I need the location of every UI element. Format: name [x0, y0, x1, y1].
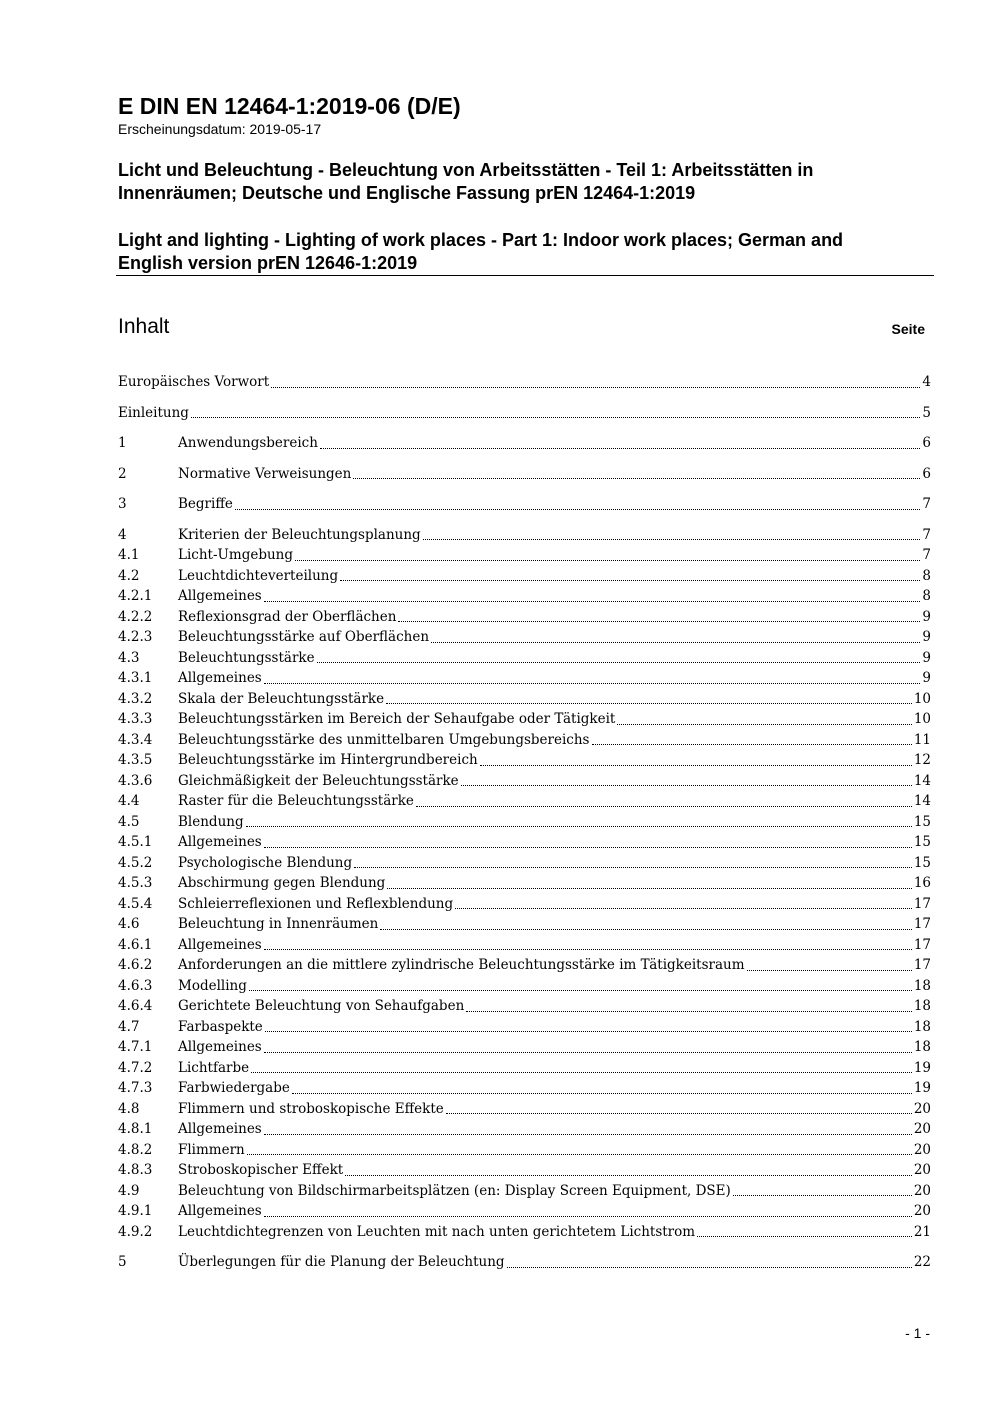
toc-entry-title: Lichtfarbe	[178, 1059, 250, 1076]
toc-entry[interactable]	[118, 648, 931, 669]
toc-dot-leader	[353, 478, 920, 479]
toc-entry[interactable]	[118, 832, 931, 853]
toc-entry-page: 8	[922, 567, 931, 584]
toc-entry[interactable]	[118, 853, 931, 874]
toc-entry-title: Gleichmäßigkeit der Beleuchtungsstärke	[178, 772, 459, 789]
toc-entry-page: 17	[913, 957, 931, 973]
toc-entry-page: 14	[913, 772, 931, 789]
toc-entry-page: 20	[913, 1162, 931, 1178]
toc-entry-page: 16	[913, 875, 931, 891]
toc-entry-title: Europäisches Vorwort	[118, 374, 270, 390]
header-divider	[116, 275, 934, 276]
toc-entry-page: 18	[913, 998, 931, 1014]
toc-entry-number: 4.2.1	[118, 588, 153, 604]
toc-dot-leader	[697, 1236, 912, 1237]
toc-entry-title: Gerichtete Beleuchtung von Sehaufgaben	[178, 998, 465, 1014]
toc-entry-title: Beleuchtung von Bildschirmarbeitsplätzen (en: Display Screen Equipment, DSE)	[178, 1182, 731, 1199]
toc-entry[interactable]	[118, 1099, 931, 1120]
toc-entry[interactable]	[118, 1058, 931, 1079]
toc-entry-title: Flimmern	[178, 1141, 245, 1158]
toc-entry[interactable]	[118, 976, 931, 997]
toc-entry-number: 4.5.1	[118, 834, 153, 850]
toc-dot-leader	[461, 785, 912, 786]
toc-entry-title: Licht-Umgebung	[178, 547, 294, 563]
toc-entry-title: Stroboskopischer Effekt	[178, 1162, 344, 1178]
toc-page-label: Seite	[891, 321, 925, 337]
table-of-contents	[118, 372, 931, 1273]
toc-entry-title: Abschirmung gegen Blendung	[178, 875, 386, 891]
toc-entry-page: 7	[922, 547, 931, 563]
toc-dot-leader	[264, 1216, 912, 1217]
toc-entry-page: 20	[913, 1141, 931, 1158]
toc-entry-title: Farbwiedergabe	[178, 1080, 290, 1096]
toc-entry-page: 20	[913, 1182, 931, 1199]
toc-entry-title: Beleuchtungsstärke des unmittelbaren Umgebungsbereichs	[178, 731, 590, 748]
toc-entry[interactable]	[118, 627, 931, 648]
toc-entry-title: Beleuchtungsstärke im Hintergrundbereich	[178, 752, 478, 768]
toc-entry-title: Skala der Beleuchtungsstärke	[178, 690, 385, 707]
toc-entry[interactable]	[118, 1201, 931, 1222]
toc-entry-title: Allgemeines	[178, 834, 262, 850]
toc-entry-number: 4.3.5	[118, 752, 153, 768]
title-german-line-2: Innenräumen; Deutsche und Englische Fassung prEN 12464-1:2019	[118, 183, 696, 203]
toc-entry-page: 19	[913, 1059, 931, 1076]
toc-entry-page: 9	[922, 629, 931, 645]
toc-dot-leader	[264, 847, 912, 848]
toc-dot-leader	[466, 1011, 912, 1012]
toc-entry[interactable]	[118, 566, 931, 587]
title-german	[118, 159, 933, 205]
toc-entry-number: 4.7.1	[118, 1039, 153, 1055]
toc-entry[interactable]	[118, 1078, 931, 1099]
toc-entry-page: 9	[922, 649, 931, 666]
toc-entry[interactable]	[118, 1140, 931, 1161]
toc-entry-page: 17	[913, 936, 931, 953]
toc-entry-number: 4.5	[118, 813, 140, 830]
toc-entry-page: 9	[922, 608, 931, 625]
toc-dot-leader	[398, 621, 920, 622]
toc-entry-page: 12	[913, 752, 931, 768]
toc-entry-page: 22	[913, 1254, 931, 1270]
toc-entry[interactable]	[118, 709, 931, 730]
toc-entry-number: 4.9.2	[118, 1223, 153, 1240]
toc-entry-title: Raster für die Beleuchtungsstärke	[178, 793, 414, 809]
toc-entry-number: 4.7.2	[118, 1059, 153, 1076]
toc-entry-page: 17	[913, 916, 931, 932]
toc-entry-title: Leuchtdichteverteilung	[178, 567, 339, 584]
toc-entry-title: Blendung	[178, 813, 244, 830]
toc-entry-number: 3	[118, 496, 127, 512]
toc-entry-title: Modelling	[178, 977, 247, 994]
toc-dot-leader	[235, 509, 921, 510]
toc-entry-page: 18	[913, 1039, 931, 1055]
toc-entry-title: Normative Verweisungen	[178, 465, 352, 482]
toc-entry[interactable]	[118, 403, 931, 424]
toc-dot-leader	[431, 642, 920, 643]
toc-entry[interactable]	[118, 668, 931, 689]
toc-entry-number: 4.2	[118, 567, 140, 584]
toc-entry-number: 4.3.6	[118, 772, 153, 789]
toc-entry-page: 15	[913, 813, 931, 830]
toc-entry-title: Leuchtdichtegrenzen von Leuchten mit nach unten gerichtetem Lichtstrom	[178, 1223, 696, 1240]
toc-entry[interactable]	[118, 996, 931, 1017]
toc-dot-leader	[455, 908, 912, 909]
toc-entry[interactable]	[118, 1222, 931, 1243]
toc-entry-number: 4.1	[118, 547, 140, 563]
toc-entry-number: 4.3.2	[118, 690, 153, 707]
toc-entry-title: Anwendungsbereich	[178, 435, 318, 451]
toc-entry[interactable]	[118, 372, 931, 393]
toc-entry-page: 9	[922, 670, 931, 686]
toc-entry-title: Allgemeines	[178, 1121, 262, 1137]
toc-entry-page: 7	[922, 526, 931, 543]
toc-entry[interactable]	[118, 494, 931, 515]
toc-entry[interactable]	[118, 586, 931, 607]
toc-entry-page: 19	[913, 1080, 931, 1096]
document-id: E DIN EN 12464-1:2019-06 (D/E)	[118, 93, 461, 119]
toc-entry-page: 6	[922, 465, 931, 482]
toc-entry-title: Allgemeines	[178, 1039, 262, 1055]
toc-entry-number: 4.5.4	[118, 895, 153, 912]
page-number: - 1 -	[905, 1325, 930, 1341]
toc-entry-title: Überlegungen für die Planung der Beleuchtung	[178, 1254, 505, 1270]
toc-entry[interactable]	[118, 935, 931, 956]
toc-entry-number: 4.3.3	[118, 711, 153, 727]
toc-entry-page: 18	[913, 977, 931, 994]
toc-entry-page: 10	[913, 690, 931, 707]
toc-entry[interactable]	[118, 771, 931, 792]
toc-entry-page: 5	[922, 404, 931, 421]
toc-entry-number: 5	[118, 1254, 127, 1270]
toc-heading: Inhalt	[118, 315, 170, 338]
toc-entry-page: 11	[913, 731, 931, 748]
toc-dot-leader	[446, 1113, 912, 1114]
toc-entry[interactable]	[118, 1017, 931, 1038]
toc-dot-leader	[264, 1134, 912, 1135]
toc-dot-leader	[320, 448, 920, 449]
toc-entry-title: Psychologische Blendung	[178, 854, 353, 871]
toc-entry-title: Beleuchtungsstärke auf Oberflächen	[178, 629, 430, 645]
toc-dot-leader	[380, 929, 912, 930]
toc-entry[interactable]	[118, 1252, 931, 1273]
toc-entry-number: 4	[118, 526, 127, 543]
toc-entry-page: 15	[913, 834, 931, 850]
toc-dot-leader	[592, 744, 912, 745]
toc-entry-page: 21	[913, 1223, 931, 1240]
toc-entry[interactable]	[118, 730, 931, 751]
document-header	[118, 92, 933, 138]
toc-entry-page: 6	[922, 435, 931, 451]
toc-entry-number: 4.3.1	[118, 670, 153, 686]
toc-entry-page: 14	[913, 793, 931, 809]
toc-dot-leader	[264, 1052, 912, 1053]
toc-entry-page: 4	[922, 374, 931, 390]
toc-entry-page: 10	[913, 711, 931, 727]
toc-dot-leader	[317, 662, 921, 663]
toc-dot-leader	[354, 867, 912, 868]
toc-dot-leader	[733, 1195, 912, 1196]
toc-entry-number: 4.6.4	[118, 998, 153, 1014]
title-english-line-1: Light and lighting - Lighting of work places - Part 1: Indoor work places; German and	[118, 230, 844, 250]
toc-entry-title: Schleierreflexionen und Reflexblendung	[178, 895, 454, 912]
toc-entry-page: 15	[913, 854, 931, 871]
toc-entry[interactable]	[118, 1160, 931, 1181]
toc-entry-number: 4.2.3	[118, 629, 153, 645]
toc-entry-title: Beleuchtungsstärken im Bereich der Sehaufgabe oder Tätigkeit	[178, 711, 616, 727]
toc-dot-leader	[387, 888, 912, 889]
toc-entry-title: Farbaspekte	[178, 1018, 263, 1035]
toc-entry[interactable]	[118, 433, 931, 454]
toc-entry[interactable]	[118, 464, 931, 485]
toc-entry-title: Allgemeines	[178, 936, 262, 953]
toc-entry-title: Allgemeines	[178, 588, 262, 604]
toc-entry-number: 4.5.2	[118, 854, 153, 871]
toc-entry[interactable]	[118, 894, 931, 915]
toc-entry-number: 4.6.3	[118, 977, 153, 994]
toc-entry[interactable]	[118, 545, 931, 566]
toc-dot-leader	[295, 560, 920, 561]
toc-entry-number: 4.3.4	[118, 731, 153, 748]
toc-entry-title: Beleuchtungsstärke	[178, 649, 315, 666]
toc-entry[interactable]	[118, 1037, 931, 1058]
toc-entry-title: Einleitung	[118, 404, 189, 421]
toc-entry-number: 4.6.1	[118, 936, 153, 953]
toc-entry-number: 4.8.2	[118, 1141, 153, 1158]
toc-entry-page: 17	[913, 895, 931, 912]
toc-dot-leader	[264, 683, 921, 684]
toc-entry-page: 8	[922, 588, 931, 604]
toc-entry-number: 4.8.1	[118, 1121, 153, 1137]
toc-entry-number: 4.9	[118, 1182, 140, 1199]
toc-dot-leader	[340, 580, 920, 581]
toc-dot-leader	[271, 387, 920, 388]
toc-entry-number: 2	[118, 465, 127, 482]
toc-entry-title: Beleuchtung in Innenräumen	[178, 916, 379, 932]
toc-dot-leader	[507, 1267, 912, 1268]
toc-entry-number: 4.6.2	[118, 957, 153, 973]
toc-dot-leader	[264, 949, 912, 950]
toc-entry-number: 4.6	[118, 916, 140, 932]
toc-dot-leader	[264, 601, 921, 602]
toc-entry-number: 4.9.1	[118, 1203, 153, 1219]
toc-entry-page: 20	[913, 1121, 931, 1137]
toc-entry-number: 4.2.2	[118, 608, 153, 625]
toc-dot-leader	[617, 724, 911, 725]
toc-dot-leader	[249, 990, 912, 991]
toc-dot-leader	[292, 1093, 912, 1094]
toc-entry[interactable]	[118, 873, 931, 894]
toc-dot-leader	[265, 1031, 912, 1032]
toc-entry-title: Flimmern und stroboskopische Effekte	[178, 1100, 444, 1117]
toc-entry-title: Allgemeines	[178, 1203, 262, 1219]
toc-entry[interactable]	[118, 607, 931, 628]
toc-dot-leader	[251, 1072, 912, 1073]
toc-entry[interactable]	[118, 791, 931, 812]
toc-dot-leader	[423, 539, 921, 540]
toc-entry-title: Begriffe	[178, 496, 233, 512]
toc-entry[interactable]	[118, 689, 931, 710]
toc-entry-number: 4.4	[118, 793, 140, 809]
toc-dot-leader	[747, 970, 912, 971]
publication-date: Erscheinungsdatum: 2019-05-17	[118, 121, 322, 137]
toc-dot-leader	[247, 1154, 912, 1155]
toc-entry-page: 7	[922, 496, 931, 512]
toc-entry-page: 20	[913, 1100, 931, 1117]
title-german-line-1: Licht und Beleuchtung - Beleuchtung von Arbeitsstätten - Teil 1: Arbeitsstätten in	[118, 160, 814, 180]
toc-entry-title: Anforderungen an die mittlere zylindrische Beleuchtungsstärke im Tätigkeitsraum	[178, 957, 745, 973]
toc-entry[interactable]	[118, 812, 931, 833]
title-english-line-2: English version prEN 12646-1:2019	[118, 253, 418, 273]
toc-entry[interactable]	[118, 1119, 931, 1140]
toc-entry[interactable]	[118, 955, 931, 976]
toc-dot-leader	[416, 806, 912, 807]
title-english	[118, 229, 933, 275]
toc-entry[interactable]	[118, 914, 931, 935]
toc-dot-leader	[191, 417, 920, 418]
toc-entry-page: 20	[913, 1203, 931, 1219]
toc-dot-leader	[386, 703, 912, 704]
toc-entry[interactable]	[118, 525, 931, 546]
toc-dot-leader	[246, 826, 912, 827]
toc-entry-number: 4.8.3	[118, 1162, 153, 1178]
toc-dot-leader	[345, 1175, 912, 1176]
toc-entry-number: 4.7	[118, 1018, 140, 1035]
toc-entry-number: 4.7.3	[118, 1080, 153, 1096]
toc-entry[interactable]	[118, 750, 931, 771]
toc-entry-number: 4.8	[118, 1100, 140, 1117]
toc-entry-number: 1	[118, 435, 127, 451]
toc-dot-leader	[480, 765, 912, 766]
toc-entry-page: 18	[913, 1018, 931, 1035]
toc-entry-title: Reflexionsgrad der Oberflächen	[178, 608, 397, 625]
toc-entry[interactable]	[118, 1181, 931, 1202]
toc-entry-number: 4.3	[118, 649, 140, 666]
toc-entry-number: 4.5.3	[118, 875, 153, 891]
toc-entry-title: Allgemeines	[178, 670, 262, 686]
toc-entry-title: Kriterien der Beleuchtungsplanung	[178, 526, 421, 543]
